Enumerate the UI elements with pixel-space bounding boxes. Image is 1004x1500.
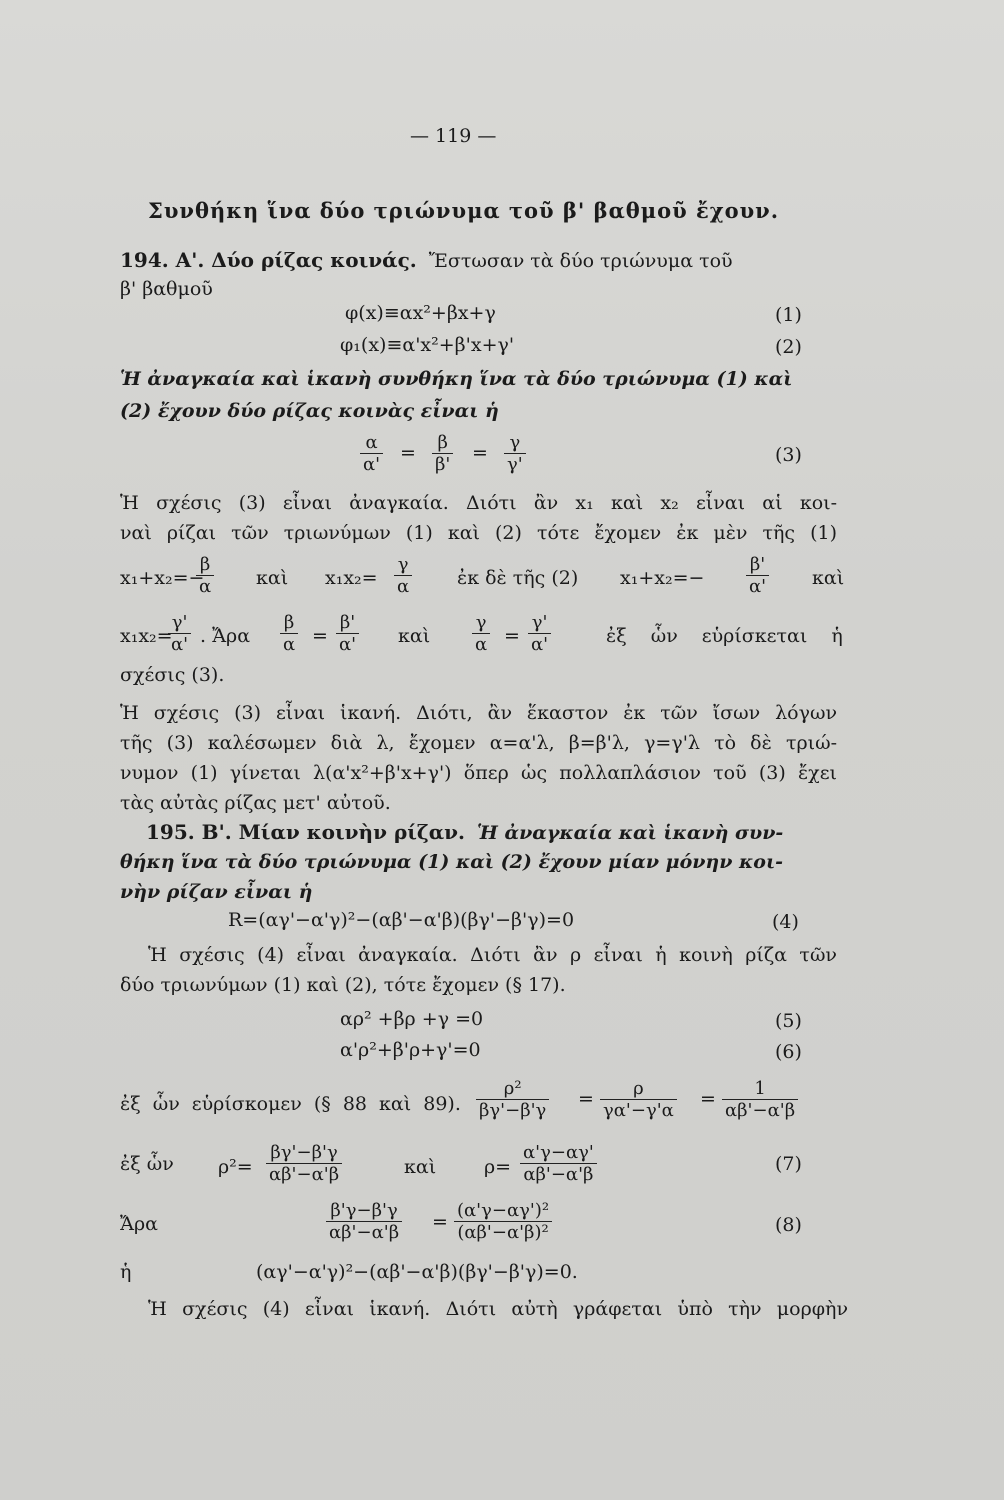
r1-kai-2: καὶ xyxy=(812,567,845,589)
r1-prod: x₁x₂= xyxy=(325,567,378,589)
ratio-frac-3: $\frac{1}{\alpha\beta'-\alpha'\beta}$ xyxy=(722,1078,798,1121)
r1-frac-gamma-alpha: $\frac{\gamma}{\alpha}$ xyxy=(394,554,412,597)
r2-kai: καὶ xyxy=(398,625,431,647)
s194-p2-line1: Ἡ σχέσις (3) εἶναι ἱκανή. Διότι, ἂν ἕκαστον ἐκ τῶν ἴσων λόγων xyxy=(120,702,837,724)
theorem-195-line2: θήκη ἵνα τὰ δύο τριώνυμα (1) καὶ (2) ἔχουν μίαν μόνην κοι- xyxy=(120,851,784,873)
h-label: ἡ xyxy=(120,1261,132,1283)
ratio-frac-1: $\frac{\text{ρ²}}{\beta\gamma'-\beta'\gamma}$ xyxy=(476,1078,549,1121)
rho-frac: $\frac{\alpha'\gamma-\alpha\gamma'}{\alpha\beta'-\alpha'\beta}$ xyxy=(520,1142,597,1185)
section-title: Συνθήκη ἵνα δύο τριώνυμα τοῦ β' βαθμοῦ ἔχουν. xyxy=(148,198,780,223)
eq8-frac-right: $\frac{\text{(α'γ−αγ')²}}{\text{(αβ'−α'β)²}}$ xyxy=(454,1200,552,1243)
equation-8-number: (8) xyxy=(775,1214,802,1236)
r1-frac-beta2-alpha2: $\frac{\beta'}{\alpha'}$ xyxy=(746,554,769,597)
rho-squared-frac: $\frac{\beta\gamma'-\beta'\gamma}{\alpha\beta'-\alpha'\beta}$ xyxy=(266,1142,342,1185)
eq3-frac-beta: $\frac{\beta}{\beta'}$ xyxy=(432,432,453,475)
equation-7-number: (7) xyxy=(775,1153,802,1175)
eq8-equals: = xyxy=(432,1211,448,1233)
equation-5-number: (5) xyxy=(775,1010,802,1032)
eq7-kai: καὶ xyxy=(404,1156,437,1178)
equation-1: φ(x)≡αx²+βx+γ xyxy=(345,302,496,324)
eq8-frac-left: $\frac{\beta'\gamma-\beta'\gamma}{\alpha\beta'-\alpha'\beta}$ xyxy=(326,1200,402,1243)
ratio-eq-2: = xyxy=(700,1088,716,1110)
last-line: Ἡ σχέσις (4) εἶναι ἱκανή. Διότι αὐτὴ γράφεται ὑπὸ τὴν μορφὴν xyxy=(148,1298,848,1320)
ratio-frac-2: $\frac{\rho}{\gamma\alpha'-\gamma'\alpha}$ xyxy=(600,1078,677,1121)
s194-intro-line2: β' βαθμοῦ xyxy=(120,278,213,300)
equation-1-number: (1) xyxy=(775,304,802,326)
eq3-frac-gamma: $\frac{\gamma}{\gamma'}$ xyxy=(504,432,526,475)
s194-p2-line2: τῆς (3) καλέσωμεν διὰ λ, ἔχομεν α=α'λ, β=β'λ, γ=γ'λ τὸ δὲ τριώ- xyxy=(120,732,837,754)
r1-kai-1: καὶ xyxy=(256,567,289,589)
s194-p2-line3: νυμον (1) γίνεται λ(α'x²+β'x+γ') ὅπερ ὡς πολλαπλάσιον τοῦ (3) ἔχει xyxy=(120,762,837,784)
from-which-line: ἐξ ὧν εὑρίσκομεν (§ 88 καὶ 89). xyxy=(120,1093,461,1115)
equation-2-number: (2) xyxy=(775,336,802,358)
theorem-194-line1: Ἡ ἀναγκαία καὶ ἱκανὴ συνθήκη ἵνα τὰ δύο τριώνυμα (1) καὶ xyxy=(120,368,793,390)
r2-ara: . Ἄρα xyxy=(200,625,251,647)
s195-p1-line1: Ἡ σχέσις (4) εἶναι ἀναγκαία. Διότι ἂν ρ εἶναι ἡ κοινὴ ρίζα τῶν xyxy=(148,944,837,966)
s194-p2-line4: τὰς αὐτὰς ρίζας μετ' αὐτοῦ. xyxy=(120,792,391,814)
r1-frac-beta-alpha: $\frac{\beta}{\alpha}$ xyxy=(196,554,214,597)
rho-lhs: ρ= xyxy=(484,1156,512,1178)
s195-label: 195. Β'. Μίαν κοινὴν ρίζαν. xyxy=(146,820,465,844)
theorem-194-line2: (2) ἔχουν δύο ρίζας κοινὰς εἶναι ἡ xyxy=(120,400,499,422)
r1-sum: x₁+x₂=− xyxy=(120,567,205,589)
s194-intro-text: Ἔστωσαν τὰ δύο τριώνυμα τοῦ xyxy=(428,250,733,272)
r1-sum2: x₁+x₂=− xyxy=(620,567,705,589)
r2-eq-1: = xyxy=(312,625,328,647)
r1-from-2: ἐκ δὲ τῆς (2) xyxy=(457,567,579,589)
from-which-2: ἐξ ὧν xyxy=(120,1153,174,1175)
equation-4-number: (4) xyxy=(772,911,799,933)
equation-4: R=(αγ'−α'γ)²−(αβ'−α'β)(βγ'−β'γ)=0 xyxy=(228,909,575,931)
s194-label: 194. Α'. Δύο ρίζας κοινάς. xyxy=(120,248,417,272)
ara-label: Ἄρα xyxy=(120,1213,158,1235)
eq3-equals-2: = xyxy=(472,442,488,464)
rho-squared-lhs: ρ²= xyxy=(218,1156,253,1178)
r2-frac-d: $\frac{\gamma'}{\alpha'}$ xyxy=(528,612,551,655)
r2-frac-gamma2-alpha2: $\frac{\gamma'}{\alpha'}$ xyxy=(168,612,191,655)
ratio-eq-1: = xyxy=(578,1088,594,1110)
theorem-195-line1: Ἡ ἀναγκαία καὶ ἱκανὴ συν- xyxy=(477,822,784,844)
r2-frac-b: $\frac{\beta'}{\alpha'}$ xyxy=(336,612,359,655)
equation-2: φ₁(x)≡α'x²+β'x+γ' xyxy=(340,334,515,356)
r2-eq-2: = xyxy=(504,625,520,647)
r2-frac-c: $\frac{\gamma}{\alpha}$ xyxy=(472,612,490,655)
page-number: — 119 — xyxy=(410,125,497,147)
r2-frac-a: $\frac{\beta}{\alpha}$ xyxy=(280,612,298,655)
eq3-frac-alpha: $\frac{\alpha}{\alpha'}$ xyxy=(360,432,383,475)
theorem-195-line3: νὴν ρίζαν εἶναι ἡ xyxy=(120,881,313,903)
equation-6: α'ρ²+β'ρ+γ'=0 xyxy=(340,1039,481,1061)
r3-relation: σχέσις (3). xyxy=(120,664,225,686)
s194-p1-line2: ναὶ ρίζαι τῶν τριωνύμων (1) καὶ (2) τότε ἔχομεν ἐκ μὲν τῆς (1) xyxy=(120,522,837,544)
s194-intro-line1 xyxy=(120,250,733,271)
equation-5: αρ² +βρ +γ =0 xyxy=(340,1008,484,1030)
equation-3-number: (3) xyxy=(775,444,802,466)
r2-prod: x₁x₂= xyxy=(120,625,173,647)
final-equation: (αγ'−α'γ)²−(αβ'−α'β)(βγ'−β'γ)=0. xyxy=(256,1261,578,1283)
r2-tail: ἐξ ὧν εὑρίσκεται ἡ xyxy=(606,625,843,647)
s195-heading-line xyxy=(146,822,783,843)
s194-p1-line1: Ἡ σχέσις (3) εἶναι ἀναγκαία. Διότι ἂν x₁ καὶ x₂ εἶναι αἱ κοι- xyxy=(120,492,837,514)
eq3-equals-1: = xyxy=(400,442,416,464)
s195-p1-line2: δύο τριωνύμων (1) καὶ (2), τότε ἔχομεν (§ 17). xyxy=(120,974,566,996)
equation-6-number: (6) xyxy=(775,1041,802,1063)
